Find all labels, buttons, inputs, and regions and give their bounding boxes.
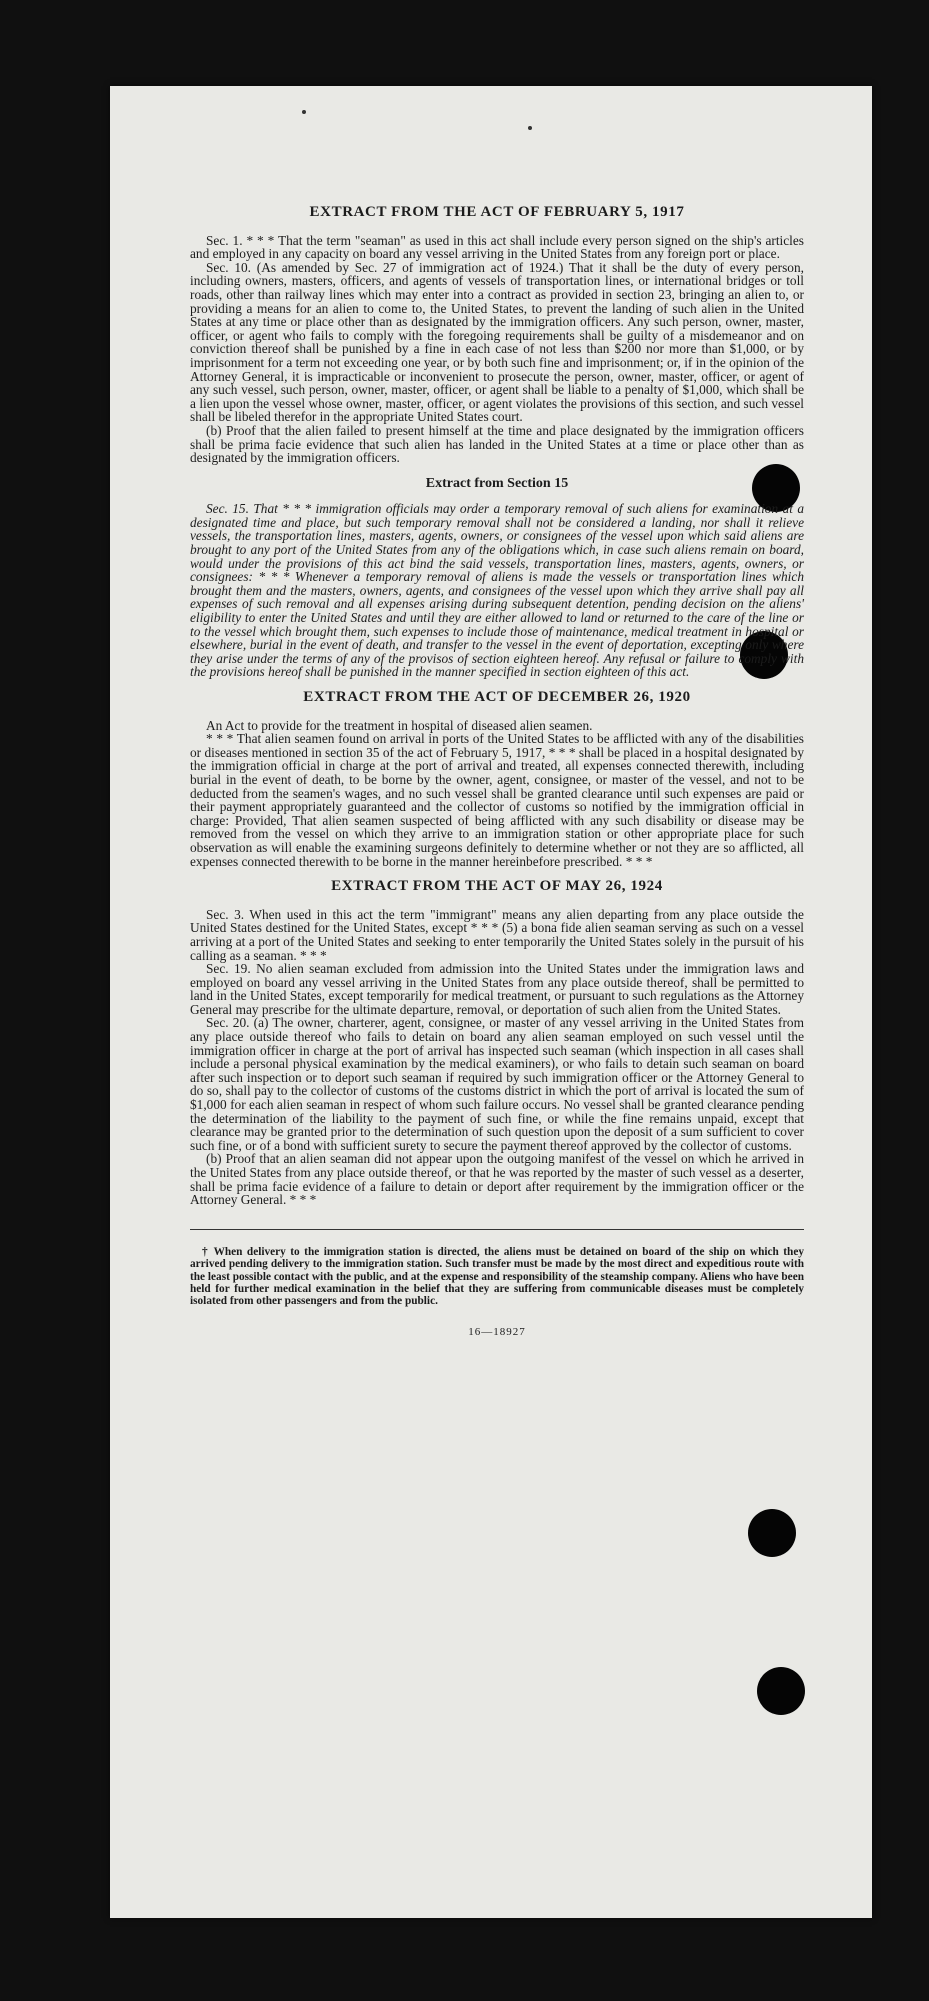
section-20-b-paragraph: (b) Proof that an alien seaman did not appear upon the outgoing manifest of the vessel on which he arrived in the United States from any place outside thereof, or that he was reported by the master of such vessel as a deserter, shall be prima facie evidence of a failure to detain or deport after requirement by the immigration officer or the Attorney General. * * * [190,1151,804,1208]
act-1920-title: An Act to provide for the treatment in hospital of diseased alien seamen. [206,717,593,733]
paper-speck [302,110,306,114]
act-1920-paragraph: * * * That alien seamen found on arrival in ports of the United States to be afflicted with any of the disabilities or diseases mentioned in section 35 of the act of February 5, 1917, * * * shall be placed in a hospital designated by the immigration official in charge at the port of arrival and treated, all expenses connected therewith, including burial in the event of death, to be borne by the owner, agent, consignee, or master of the vessel, and not to be deducted from the seamen's wages, and no such vessel shall be granted clearance until such expenses are paid or their payment appropriately guaranteed and the collector of customs so notified by the immigration official in charge: Provided, That alien seamen suspected of being afflicted with any such disability or disease may be removed from the vessel on which they arrive to an immigration station or other appropriate place for such observation as will enable the examining surgeons definitely to determine whether or not they are so afflicted, all expenses connected therewith to be borne in the manner hereinbefore prescribed. * * * [190,731,804,869]
section-3-paragraph: Sec. 3. When used in this act the term "immigrant" means any alien departing from any place outside the United States destined for the United States, except * * * (5) a bona fide alien seaman serving as such on a vessel arriving at a port of the United States and seeking to enter temporarily the United States solely in the pursuit of his calling as a seaman. * * * [190,906,804,963]
section-10-b-paragraph: (b) Proof that the alien failed to present himself at the time and place designated by the immigration officers shall be prima facie evidence that such alien has landed in the United States at a time or place other than as designated by the immigration officers. [190,422,804,466]
paper-speck [528,126,532,130]
page-text [190,204,804,1339]
footnote-divider [190,1229,804,1230]
section-20-a-paragraph: Sec. 20. (a) The owner, charterer, agent, consignee, or master of any vessel arriving in the United States from any place outside thereof who fails to detain on board any alien seaman employed on such vessel until the immigration officer in charge at the port of arrival has inspected such seaman (which inspection in all cases shall include a personal physical examination by the medical examiners), or who fails to detain such seaman on board after such inspection or to deport such seaman if required by such immigration officer or the Attorney General to do so, shall pay to the collector of customs of the customs district in which the port of arrival is located the sum of $1,000 for each alien seaman in respect of whom such failure occurs. No vessel shall be granted clearance pending the determination of the liability to the payment of such fine, or while the fine remains unpaid, except that clearance may be granted prior to the determination of such question upon the deposit of a sum sufficient to cover such fine, or of a bond with sufficient surety to secure the payment thereof approved by the collector of customs. [190,1015,804,1153]
document-sheet [110,86,872,1918]
punch-hole [757,1667,805,1715]
punch-hole [748,1509,796,1557]
subheading-section-15: Extract from Section 15 [425,475,569,491]
page-number: 16—18927 [468,1325,526,1338]
footnote: † When delivery to the immigration station is directed, the aliens must be detained on board of the ship on which they arrived pending delivery to the immigration station. Such transfer must be made by the most direct and expeditious route with the least possible contact with the public, and at the expense and responsibility of the steamship company. Aliens who have been held for further medical examination in the belief that they are suffering from communicable diseases must be completely isolated from other passengers and from the public. [190,1245,804,1308]
heading-1920: EXTRACT FROM THE ACT OF DECEMBER 26, 1920 [303,689,691,705]
heading-1917: EXTRACT FROM THE ACT OF FEBRUARY 5, 1917 [309,204,685,220]
section-10-paragraph: Sec. 10. (As amended by Sec. 27 of immigration act of 1924.) That it shall be the duty of every person, including owners, masters, officers, and agents of vessels of transportation lines, or international bridges or toll roads, other than railway lines which may enter into a contract as provided in section 23, bringing an alien to, or providing a means for an alien to come to, the United States, to prevent the landing of such alien in the United States at any time or place other than as designated by the immigration officers. Any such person, owner, master, officer, or agent who fails to comply with the foregoing requirements shall be guilty of a misdemeanor and on conviction thereof shall be punished by a fine in each case of not less than $200 nor more than $1,000, or by imprisonment for a term not exceeding one year, or by both such fine and imprisonment; or, if in the opinion of the Attorney General, it is impracticable or inconvenient to prosecute the person, owner, master, officer, or agent of any such vessel, such person, owner, master, officer, or agent shall be liable to a penalty of $1,000, which shall be a lien upon the vessel whose owner, master, officer, or agent violates the provisions of this section, and such vessel shall be libeled therefor in the appropriate United States court. [190,259,804,425]
section-19-paragraph: Sec. 19. No alien seaman excluded from admission into the United States under the immigration laws and employed on board any vessel arriving in the United States from any place outside thereof, shall be permitted to land in the United States, except temporarily for medical treatment, or pursuant to such regulations as the Attorney General may prescribe for the ultimate departure, removal, or deportation of such alien from the United States. [190,961,804,1017]
heading-1924: EXTRACT FROM THE ACT OF MAY 26, 1924 [331,878,663,895]
section-1-paragraph: Sec. 1. * * * That the term "seaman" as used in this act shall include every person signed on the ship's articles and employed in any capacity on board any vessel arriving in the United States from any foreign port or place. [190,232,804,262]
section-15-paragraph: Sec. 15. That * * * immigration officials may order a temporary removal of such aliens for examination at a designated time and place, but such temporary removal shall not be considered a landing, nor shall it relieve vessels, the transportation lines, masters, agents, owners, or consignees of the vessel upon which said aliens are brought to any port of the United States from any of the obligations which, in case such aliens remain on board, would under the provisions of this act bind the said vessels, transportation lines, masters, agents, owners, or consignees: * * * Whenever a temporary removal of aliens is made the vessels or transportation lines which brought them and the masters, owners, agents, and consignees of the vessel upon which they arrive shall pay all expenses of such removal and all expenses arising during subsequent detention, pending decision on the aliens' eligibility to enter the United States and until they are either allowed to land or returned to the care of the line or to the vessel which brought them, such expenses to include those of maintenance, medical treatment in hospital or elsewhere, burial in the event of death, and transfer to the vessel in the event of deportation, excepting only where they arise under the terms of any of the provisos of section eighteen hereof. Any refusal or failure to comply with the provisions hereof shall be punished in the manner specified in section eighteen of this act. [190,501,804,680]
